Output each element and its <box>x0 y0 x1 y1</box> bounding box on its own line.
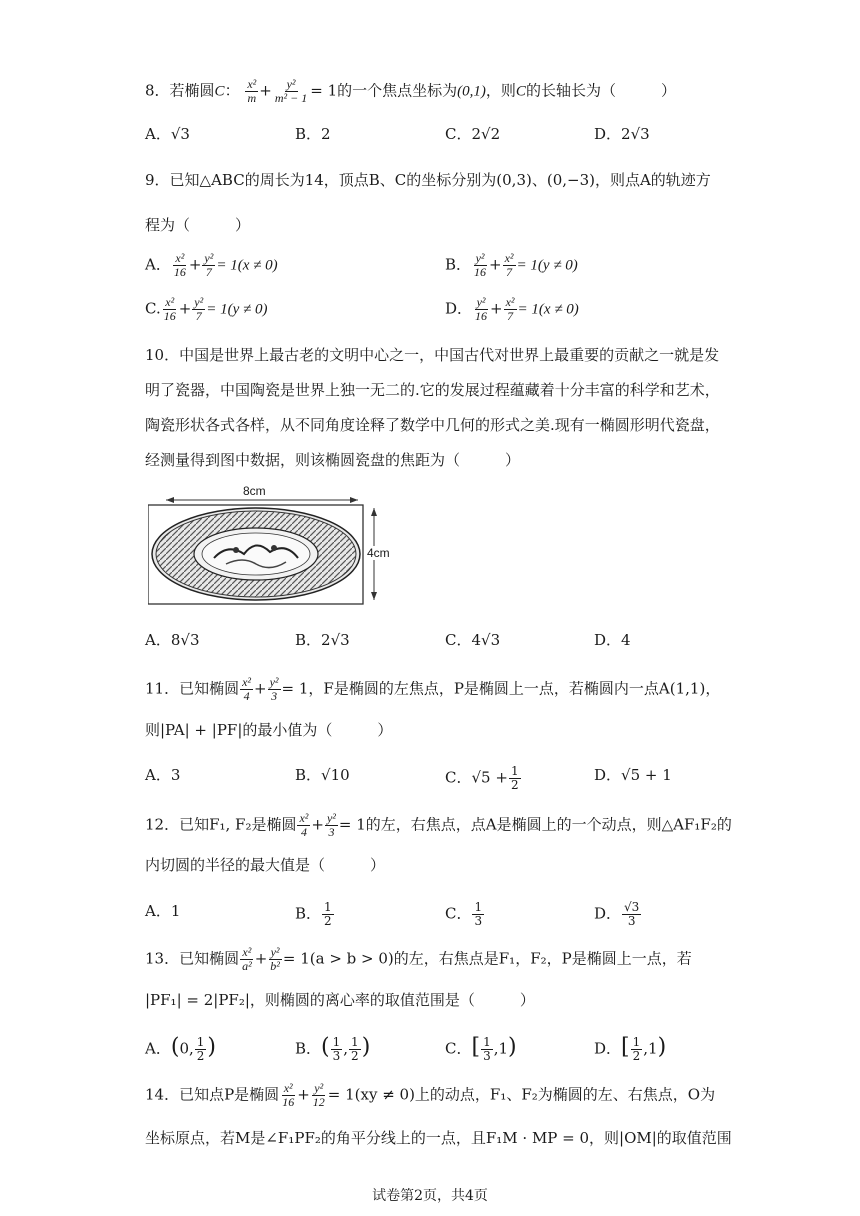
q13-option-a: A．(0, $\frac{1}{2}$ ) <box>145 1034 216 1063</box>
q10-stem-line3: 陶瓷形状各式各样，从不同角度诠释了数学中几何的形式之美.现有一椭圆形明代瓷盘， <box>145 416 720 434</box>
q13-stem-line2: |PF₁| = 2|PF₂|，则椭圆的离心率的取值范围是（ ） <box>145 991 535 1009</box>
q8-stem: 8．若椭圆C： $\frac{\text{x²}}{m}$ + $\frac{\text{y²}}{\text{m² − 1}}$ = 1的一个焦点坐标为(0,1)，则C的长轴长为（ ） <box>145 77 676 105</box>
q12-option-d: D． $\frac{√3}{3}$ <box>594 900 640 928</box>
q11-stem-line1: 11．已知椭圆 $\frac{\text{x²}}{4}$ + $\frac{\text{y²}}{3}$ = 1，F是椭圆的左焦点，P是椭圆上一点，若椭圆内一点A(1,1)， <box>145 675 721 703</box>
q10-stem-line4: 经测量得到图中数据，则该椭圆瓷盘的焦距为（ ） <box>145 451 521 469</box>
plate-figure <box>148 484 543 610</box>
q9-option-a: A． $\frac{\text{x²}}{16}$ + $\frac{\text{y²}}{7}$ = 1(x ≠ 0) <box>145 251 278 279</box>
q9-option-d: D． $\frac{\text{y²}}{16}$ + $\frac{\text{x²}}{7}$ = 1(x ≠ 0) <box>445 295 579 323</box>
q12-stem-line1: 12．已知F₁, F₂是椭圆 $\frac{\text{x²}}{4}$ + $\frac{\text{y²}}{3}$ = 1的左，右焦点，点A是椭圆上的一个动点，则△AF₁F₂的 <box>145 811 732 839</box>
q9-option-b: B． $\frac{\text{y²}}{16}$ + $\frac{\text{x²}}{7}$ = 1(y ≠ 0) <box>445 251 578 279</box>
q13-stem-line1: 13．已知椭圆 $\frac{\text{x²}}{\text{a²}}$ + $\frac{\text{y²}}{\text{b²}}$ = 1(a > b > 0)的左，右焦点是F₁，F₂，P是椭圆上一点，若 <box>145 945 692 973</box>
q10-stem-line2: 明了瓷器，中国陶瓷是世界上独一无二的.它的发展过程蕴藏着十分丰富的科学和艺术， <box>145 381 720 399</box>
q9-stem-line2: 程为（ ） <box>145 216 251 234</box>
q8-option-d: D．2√3 <box>594 125 650 143</box>
q8-option-c: C．2√2 <box>445 125 501 143</box>
q13-option-d: D．[ $\frac{1}{2}$ ,1) <box>594 1034 667 1063</box>
page-footer: 试卷第2页，共4页 <box>372 1188 488 1204</box>
q12-stem-line2: 内切圆的半径的最大值是（ ） <box>145 856 386 874</box>
q9-option-c: C. $\frac{\text{x²}}{16}$ + $\frac{\text{y²}}{7}$ = 1(y ≠ 0) <box>145 295 268 323</box>
q10-option-b: B．2√3 <box>295 631 350 649</box>
q10-option-d: D．4 <box>594 631 631 649</box>
q10-option-c: C．4√3 <box>445 631 501 649</box>
q11-option-d: D．√5 + 1 <box>594 766 672 784</box>
q12-option-c: C． $\frac{1}{3}$ <box>445 900 483 928</box>
q12-option-b: B． $\frac{1}{2}$ <box>295 900 332 928</box>
q11-option-b: B．√10 <box>295 766 350 784</box>
q11-stem-line2: 则|PA| + |PF|的最小值为（ ） <box>145 721 393 739</box>
q8-option-b: B．2 <box>295 125 331 143</box>
q14-stem-line1: 14．已知点P是椭圆 $\frac{\text{x²}}{16}$ + $\frac{\text{y²}}{12}$ = 1(xy ≠ 0)上的动点，F₁、F₂为椭圆的左、右焦点，O为 <box>145 1081 716 1109</box>
q12-option-a: A．1 <box>145 902 181 920</box>
q10-stem-line1: 10．中国是世界上最古老的文明中心之一，中国古代对世界上最重要的贡献之一就是发 <box>145 346 720 364</box>
q10-option-a: A．8√3 <box>145 631 200 649</box>
q11-option-a: A．3 <box>145 766 181 784</box>
q13-option-b: B．( $\frac{1}{3}$ , $\frac{1}{2}$ ) <box>295 1034 371 1063</box>
plate-height-label: 4cm <box>367 546 390 560</box>
q9-stem-line1: 9．已知△ABC的周长为14，顶点B、C的坐标分别为(0,3)、(0,−3)，则点A的轨迹方 <box>145 171 711 189</box>
q8-option-a: A．√3 <box>145 125 190 143</box>
plate-illustration <box>148 488 543 610</box>
q14-stem-line2: 坐标原点，若M是∠F₁PF₂的角平分线上的一点，且F₁M · MP = 0，则|OM|的取值范围 <box>145 1129 732 1147</box>
plate-width-label: 8cm <box>240 484 269 498</box>
q13-option-c: C．[ $\frac{1}{3}$ ,1) <box>445 1034 517 1063</box>
q11-option-c: C．√5 + $\frac{1}{2}$ <box>445 764 519 792</box>
